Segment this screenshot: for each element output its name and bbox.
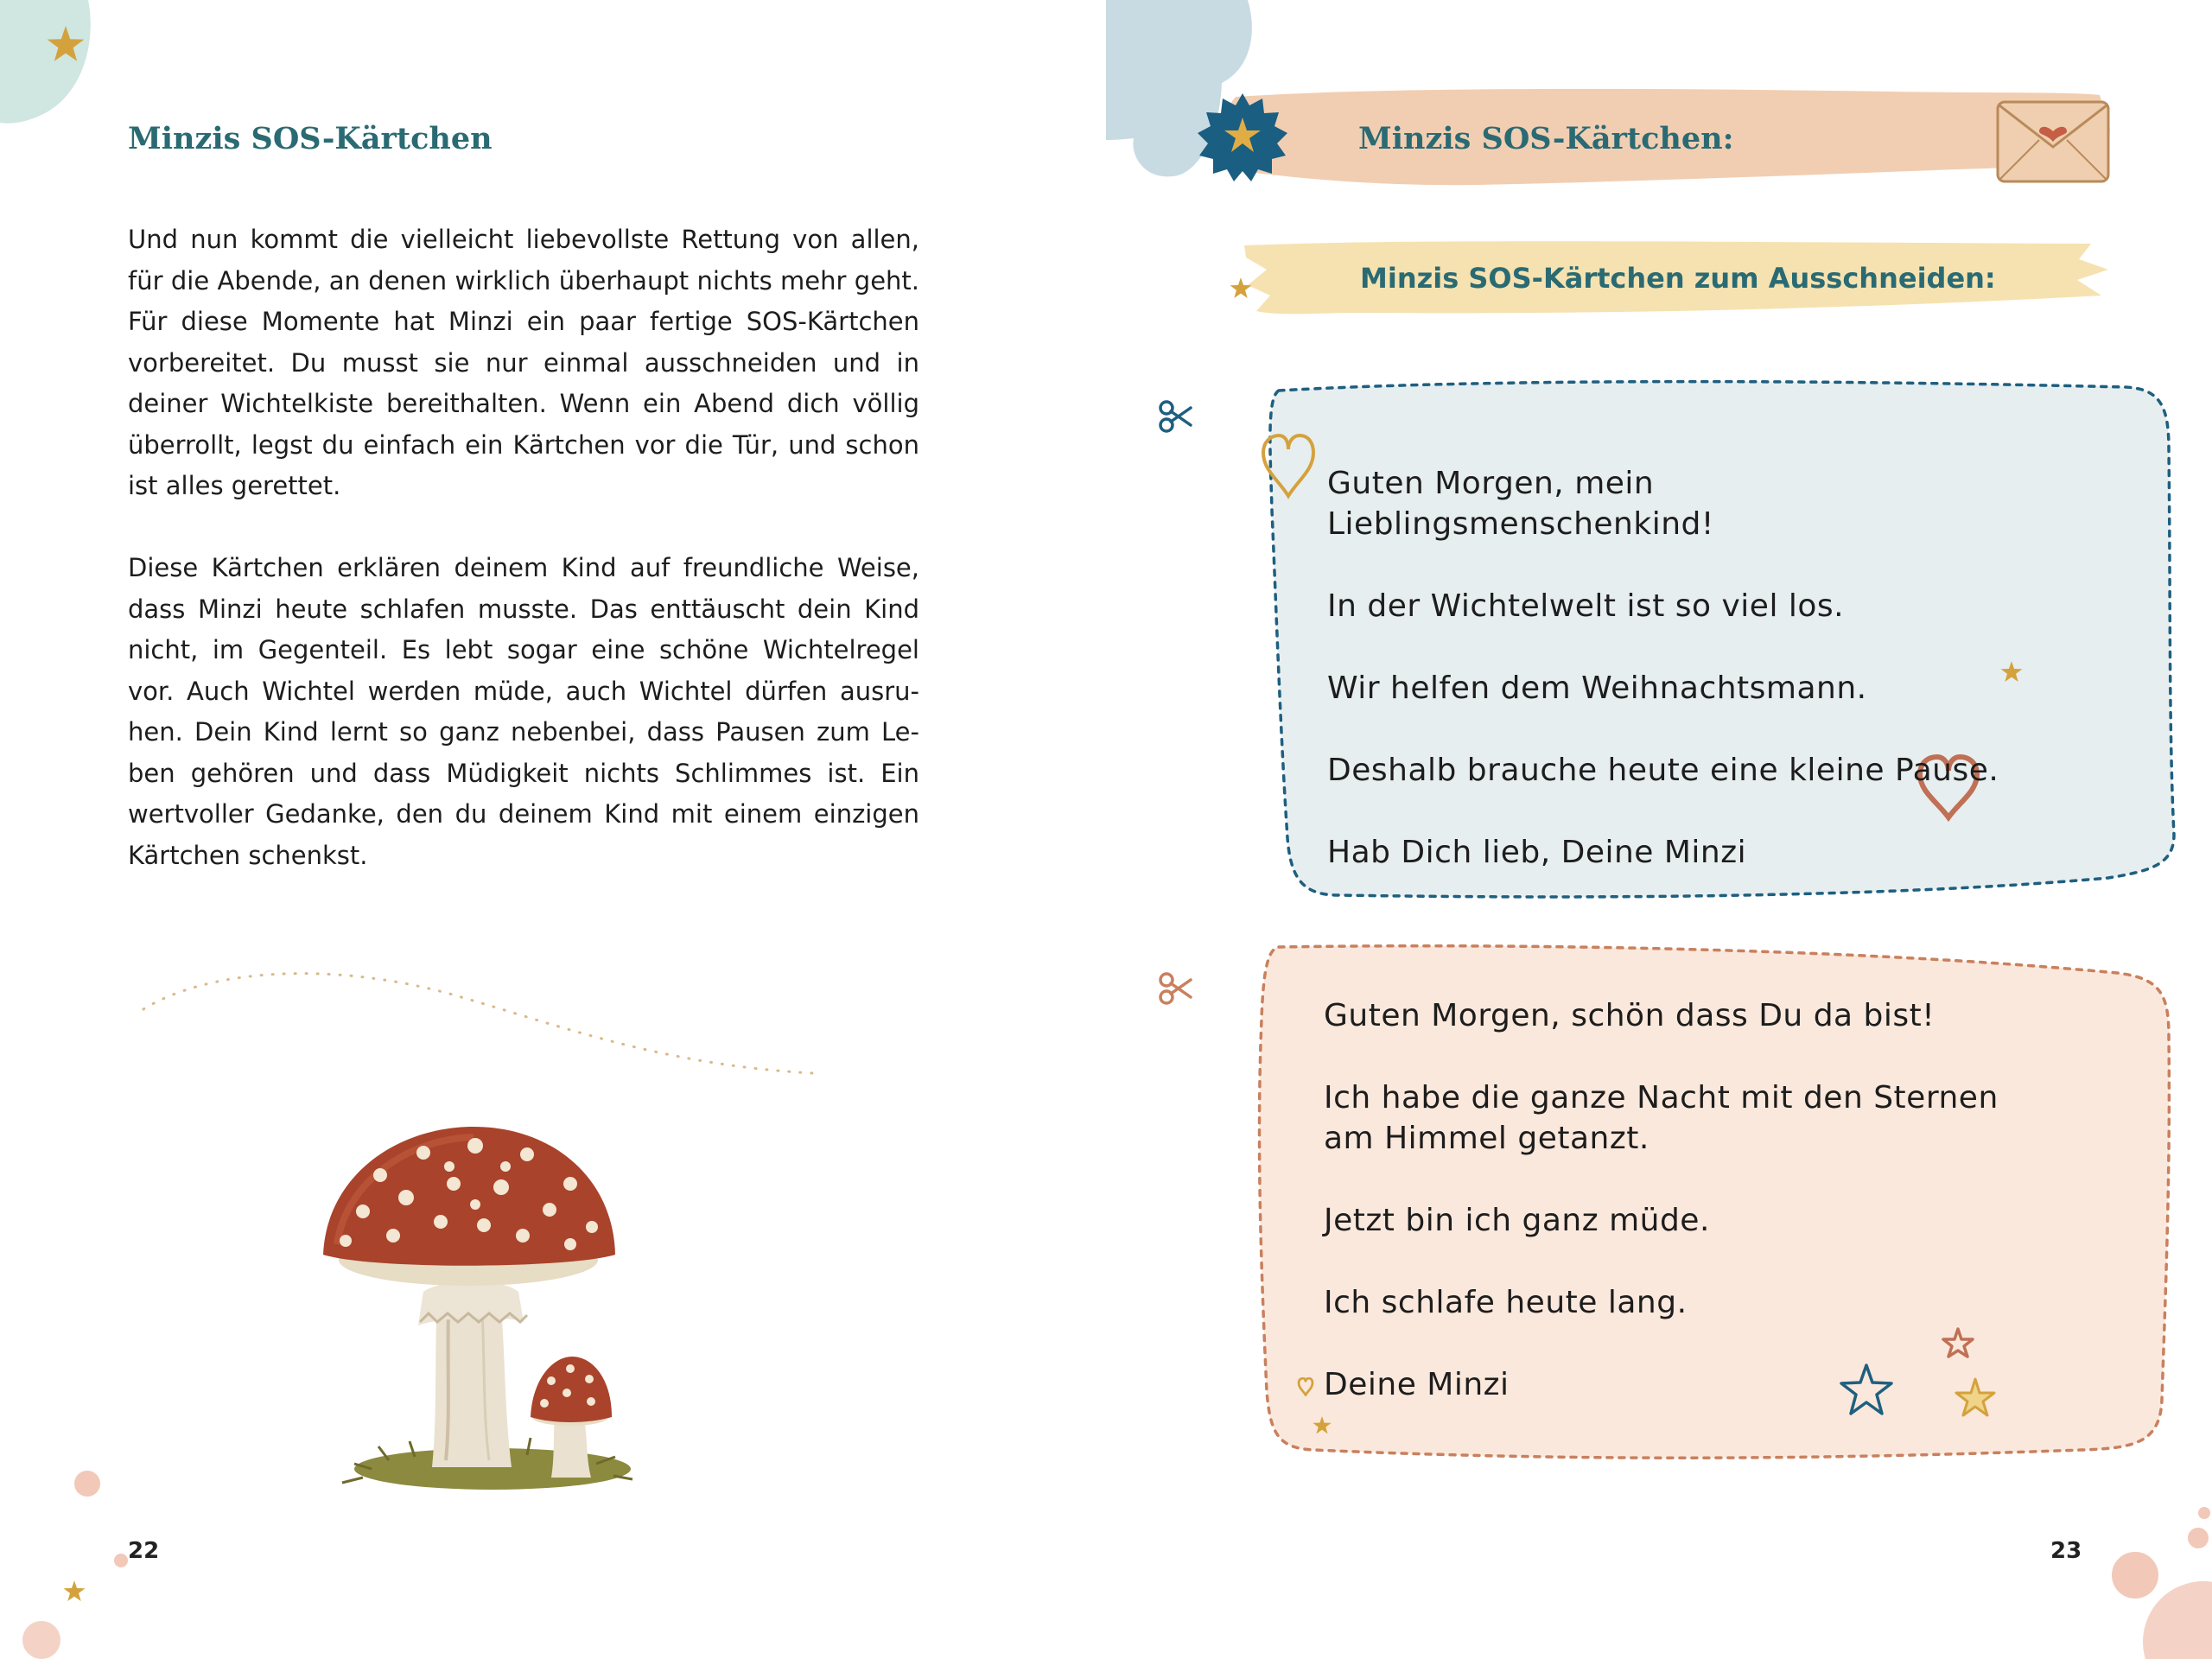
body-text [128, 219, 919, 876]
decorative-dot [114, 1554, 128, 1567]
page-number: 22 [128, 1538, 160, 1564]
right-page [1106, 0, 2212, 1659]
decorative-dot [22, 1621, 60, 1659]
card-2-line: Jetzt bin ich ganz müde. [1324, 1203, 1710, 1238]
stars-decoration [1832, 1322, 2005, 1443]
subtitle: Minzis SOS-Kärtchen zum Ausschneiden: [1360, 262, 1996, 295]
card-1-text [1327, 463, 2036, 873]
heart-icon [1260, 432, 1317, 501]
envelope-icon [1994, 97, 2112, 187]
card-1-line: Deshalb brauche heute eine kleine Pause. [1327, 753, 1999, 788]
page-number: 23 [2050, 1538, 2082, 1564]
star-icon [1312, 1415, 1332, 1436]
mushroom-illustration [311, 1115, 657, 1512]
card-1-line: Guten Morgen, mein Lieblingsmenschenkind! [1327, 466, 1714, 542]
card-1-line: Wir helfen dem Weihnachtsmann. [1327, 671, 1867, 706]
card-1-line: In der Wichtelwelt ist so viel los. [1327, 588, 1845, 624]
right-page-title: Minzis SOS-Kärtchen: [1358, 121, 1734, 156]
dotted-wave-decoration [138, 959, 821, 1089]
decorative-dot [2112, 1552, 2158, 1599]
card-1-line: Hab Dich lieb, Deine Minzi [1327, 835, 1747, 870]
scissors-icon[interactable] [1158, 971, 1192, 1006]
heart-icon [1296, 1377, 1315, 1396]
scissors-icon[interactable] [1158, 399, 1192, 434]
card-2-line: Deine Minzi [1324, 1367, 1510, 1402]
decorative-dot [2198, 1507, 2210, 1519]
decorative-dot [74, 1471, 100, 1497]
card-2-line: Guten Morgen, schön dass Du da bist! [1324, 998, 1936, 1033]
decorative-dot [2188, 1528, 2209, 1548]
paragraph-2: Diese Kärtchen erklären deinem Kind auf freundliche Weise, dass Minzi heute schlafen musste. Das enttäuscht dein Kind nicht, im Gegenteil. Es lebt sogar eine schöne Wichtelregel vor. Auch Wichtel werden müde, auch Wichtel dürfen ausruhen. Dein Kind lernt so ganz nebenbei, dass Pausen zum Leben gehören und dass Müdigkeit nichts Schlimmes ist. Ein wertvoller Gedanke, den du deinem Kind mit einem einzigen Kärtchen schenkst. [128, 553, 919, 870]
page-title: Minzis SOS-Kärtchen [128, 121, 493, 156]
paragraph-1: Und nun kommt die vielleicht liebevollste Rettung von allen, für die Abende, an denen wirklich überhaupt nichts mehr geht. Für diese Momente hat Minzi ein paar fertige SOS-Kärtchen vorbereitet. Du musst sie nur einmal ausschneiden und in deiner Wichtelkiste bereithalten. Wenn ein Abend dich völlig überrollt, legst du einfach ein Kärtchen vor die Tür, und schon ist alles gerettet. [128, 225, 919, 500]
star-icon [62, 1580, 86, 1604]
star-badge-icon [1198, 92, 1287, 181]
star-icon [1229, 276, 1253, 301]
card-2-line: Ich schlafe heute lang. [1324, 1285, 1688, 1320]
decorative-blob [2143, 1581, 2212, 1659]
card-2-line: Ich habe die ganze Nacht mit den Sternen am Himmel getanzt. [1324, 1080, 1999, 1156]
star-icon [45, 24, 86, 66]
